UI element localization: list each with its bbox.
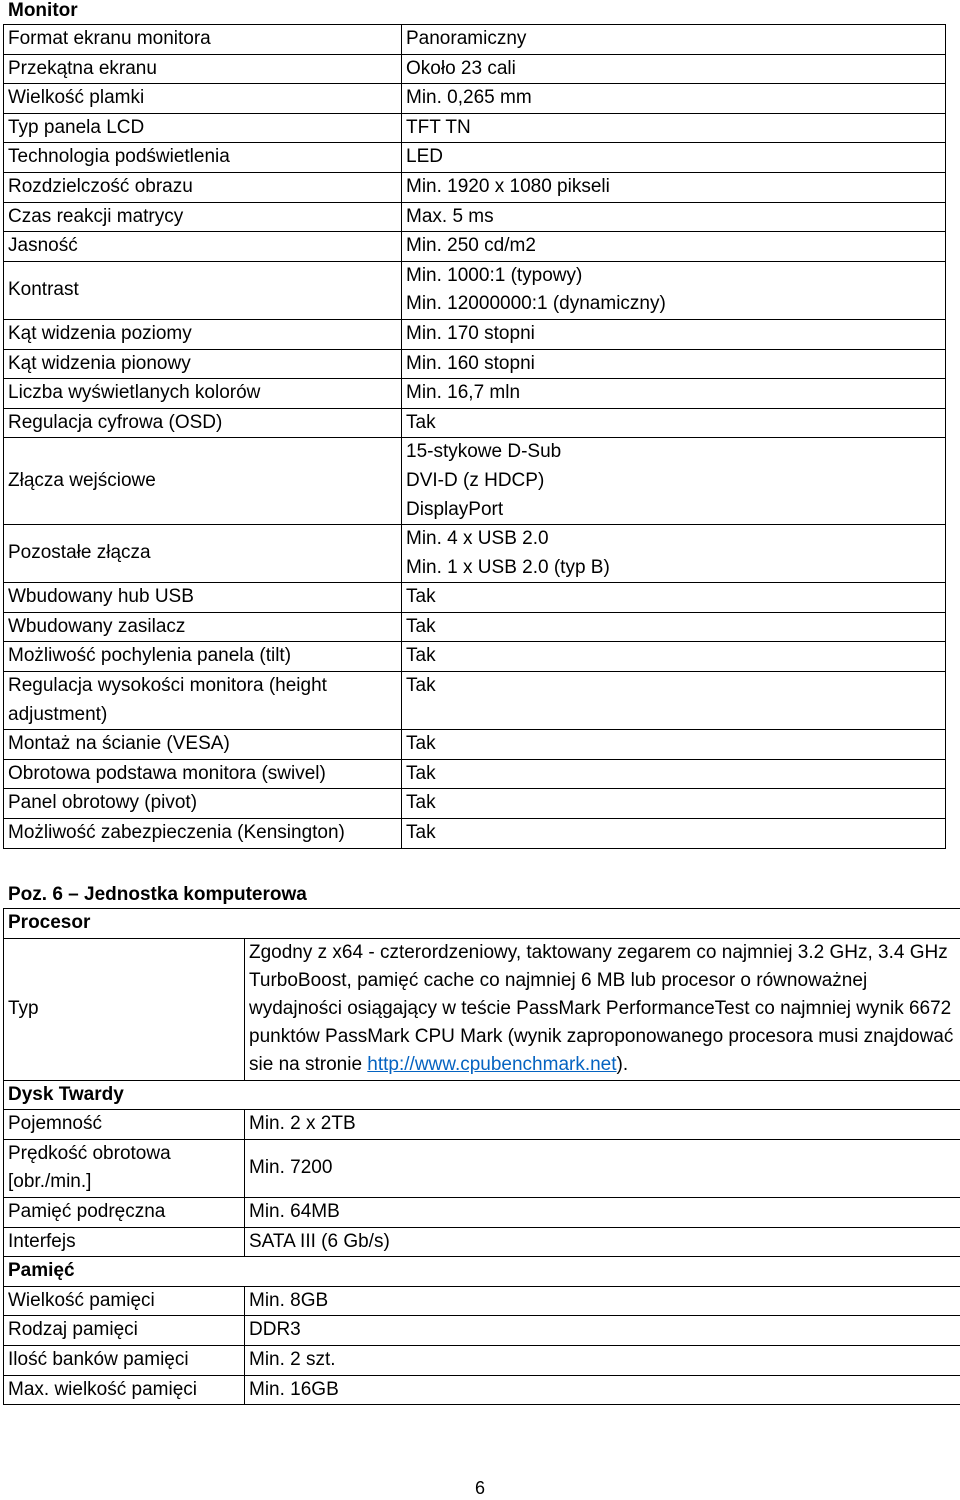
spec-value: Min. 2 szt. (245, 1345, 960, 1375)
table-row (4, 172, 946, 202)
table-row (4, 525, 946, 583)
spec-value-line: Max. 5 ms (406, 205, 494, 227)
spec-value-line: Tak (406, 822, 436, 844)
table-row (4, 25, 946, 55)
spec-value-line: Tak (406, 675, 436, 697)
table-row (4, 1139, 960, 1197)
spec-value-line: Min. 1 x USB 2.0 (typ B) (406, 556, 610, 578)
spec-label: Typ panela LCD (4, 113, 402, 143)
spec-label: Możliwość pochylenia panela (tilt) (4, 642, 402, 672)
section-row (4, 1080, 960, 1110)
spec-label: Panel obrotowy (pivot) (4, 789, 402, 819)
spec-value (402, 730, 946, 760)
spec-label: Wielkość pamięci (4, 1286, 245, 1316)
spec-label: Pojemność (4, 1110, 245, 1140)
table-row (4, 232, 946, 262)
spec-value-line: LED (406, 146, 443, 168)
table-row (4, 1286, 960, 1316)
spec-label: Obrotowa podstawa monitora (swivel) (4, 759, 402, 789)
section-processor: Procesor (4, 909, 960, 939)
spec-value: Min. 7200 (245, 1139, 960, 1197)
processor-description: Zgodny z x64 - czterordzeniowy, taktowany zegarem co najmniej 3.2 GHz, 3.4 GHz TurboBoost, pamięć cache co najmniej 6 MB lub procesor o równoważnej wydajności osiągający w teście PassMark PerformanceTest co najmniej wynik 6672 punktów PassMark CPU Mark (wynik zaproponowanego procesora musi znajdować sie na stronie (249, 941, 954, 1076)
table-row (4, 1345, 960, 1375)
spec-value (402, 672, 946, 730)
spec-label: Technologia podświetlenia (4, 143, 402, 173)
spec-value-line: Tak (406, 411, 436, 433)
table-row (4, 730, 946, 760)
table-row (4, 1197, 960, 1227)
table-row (4, 672, 946, 730)
section-row (4, 909, 960, 939)
spec-value-line: 15-stykowe D-Sub (406, 441, 562, 463)
spec-label: Przekątna ekranu (4, 54, 402, 84)
spec-value: SATA III (6 Gb/s) (245, 1227, 960, 1257)
spec-value-line: Tak (406, 762, 436, 784)
spec-label: Kąt widzenia poziomy (4, 319, 402, 349)
spec-value-line: Tak (406, 733, 436, 755)
spec-value (402, 319, 946, 349)
spec-value-line: Min. 4 x USB 2.0 (406, 528, 549, 550)
table-row (4, 759, 946, 789)
spec-label: Rozdzielczość obrazu (4, 172, 402, 202)
table-row (4, 379, 946, 409)
spec-value-line: Min. 12000000:1 (dynamiczny) (406, 293, 666, 315)
spec-label: Pozostałe złącza (4, 525, 402, 583)
spec-value (402, 143, 946, 173)
table-row (4, 54, 946, 84)
spec-label: Prędkość obrotowa [obr./min.] (4, 1139, 245, 1197)
table-row (4, 1375, 960, 1405)
table-row (4, 612, 946, 642)
spec-value: Min. 64MB (245, 1197, 960, 1227)
spec-value (402, 172, 946, 202)
spec-value-line: Min. 1000:1 (typowy) (406, 264, 583, 286)
spec-label: Liczba wyświetlanych kolorów (4, 379, 402, 409)
unit-heading: Poz. 6 – Jednostka komputerowa (8, 884, 307, 905)
table-row (4, 319, 946, 349)
spec-value-line: DisplayPort (406, 498, 504, 520)
table-row (4, 1316, 960, 1346)
section-memory: Pamięć (4, 1257, 960, 1287)
table-row (4, 143, 946, 173)
spec-value (402, 54, 946, 84)
spec-value (402, 84, 946, 114)
spec-value (402, 789, 946, 819)
spec-value (402, 349, 946, 379)
spec-label: Interfejs (4, 1227, 245, 1257)
spec-value (402, 408, 946, 438)
table-row (4, 202, 946, 232)
spec-label: Typ (4, 938, 245, 1080)
monitor-spec-table (3, 24, 946, 849)
spec-label: Regulacja wysokości monitora (height adjustment) (4, 672, 402, 730)
table-row (4, 642, 946, 672)
spec-value: Min. 2 x 2TB (245, 1110, 960, 1140)
spec-label: Kąt widzenia pionowy (4, 349, 402, 379)
spec-label: Pamięć podręczna (4, 1197, 245, 1227)
spec-value (245, 938, 960, 1080)
spec-value (402, 202, 946, 232)
spec-label: Wielkość plamki (4, 84, 402, 114)
table-row (4, 1227, 960, 1257)
table-row (4, 938, 960, 1080)
spec-value (402, 525, 946, 583)
spec-value-line: Około 23 cali (406, 57, 516, 79)
spec-label: Możliwość zabezpieczenia (Kensington) (4, 819, 402, 849)
table-row (4, 113, 946, 143)
spec-label: Montaż na ścianie (VESA) (4, 730, 402, 760)
spec-value-line: Min. 250 cd/m2 (406, 235, 536, 257)
table-row (4, 583, 946, 613)
spec-value (402, 612, 946, 642)
monitor-heading: Monitor (8, 0, 78, 21)
processor-description-end: ). (616, 1054, 629, 1076)
table-row (4, 1110, 960, 1140)
spec-value-line: Tak (406, 645, 436, 667)
table-row (4, 438, 946, 525)
spec-value (402, 25, 946, 55)
section-row (4, 1257, 960, 1287)
spec-value (402, 261, 946, 319)
section-disk: Dysk Twardy (4, 1080, 960, 1110)
spec-label: Format ekranu monitora (4, 25, 402, 55)
spec-value (402, 379, 946, 409)
spec-label: Wbudowany hub USB (4, 583, 402, 613)
table-row (4, 408, 946, 438)
spec-value-line: Min. 0,265 mm (406, 87, 532, 109)
spec-label: Jasność (4, 232, 402, 262)
spec-value (402, 232, 946, 262)
spec-value-line: Min. 16,7 mln (406, 382, 521, 404)
spec-value-line: Panoramiczny (406, 28, 527, 49)
spec-label: Rodzaj pamięci (4, 1316, 245, 1346)
table-row (4, 84, 946, 114)
spec-value (402, 438, 946, 525)
spec-value: Min. 16GB (245, 1375, 960, 1405)
table-row (4, 819, 946, 849)
spec-value-line: Min. 160 stopni (406, 352, 535, 374)
spec-value (402, 113, 946, 143)
spec-value: DDR3 (245, 1316, 960, 1346)
spec-value-line: Tak (406, 615, 436, 637)
page-number: 6 (474, 1478, 485, 1498)
spec-value-line: Tak (406, 792, 436, 814)
spec-value (402, 583, 946, 613)
spec-label: Max. wielkość pamięci (4, 1375, 245, 1405)
spec-value (402, 819, 946, 849)
spec-label: Kontrast (4, 261, 402, 319)
table-row (4, 349, 946, 379)
spec-label: Regulacja cyfrowa (OSD) (4, 408, 402, 438)
spec-label: Ilość banków pamięci (4, 1345, 245, 1375)
spec-value: Min. 8GB (245, 1286, 960, 1316)
computer-unit-spec-table (3, 908, 960, 1405)
spec-value (402, 642, 946, 672)
spec-value-line: Tak (406, 586, 436, 608)
spec-label: Wbudowany zasilacz (4, 612, 402, 642)
spec-value-line: TFT TN (406, 116, 471, 138)
spec-value (402, 759, 946, 789)
spec-value-line: Min. 170 stopni (406, 322, 535, 344)
spec-label: Czas reakcji matrycy (4, 202, 402, 232)
table-row (4, 789, 946, 819)
spec-value-line: Min. 1920 x 1080 pikseli (406, 175, 610, 197)
spec-value-line: DVI-D (z HDCP) (406, 469, 545, 491)
cpubenchmark-link[interactable]: http://www.cpubenchmark.net (367, 1054, 617, 1076)
table-row (4, 261, 946, 319)
spec-label: Złącza wejściowe (4, 438, 402, 525)
